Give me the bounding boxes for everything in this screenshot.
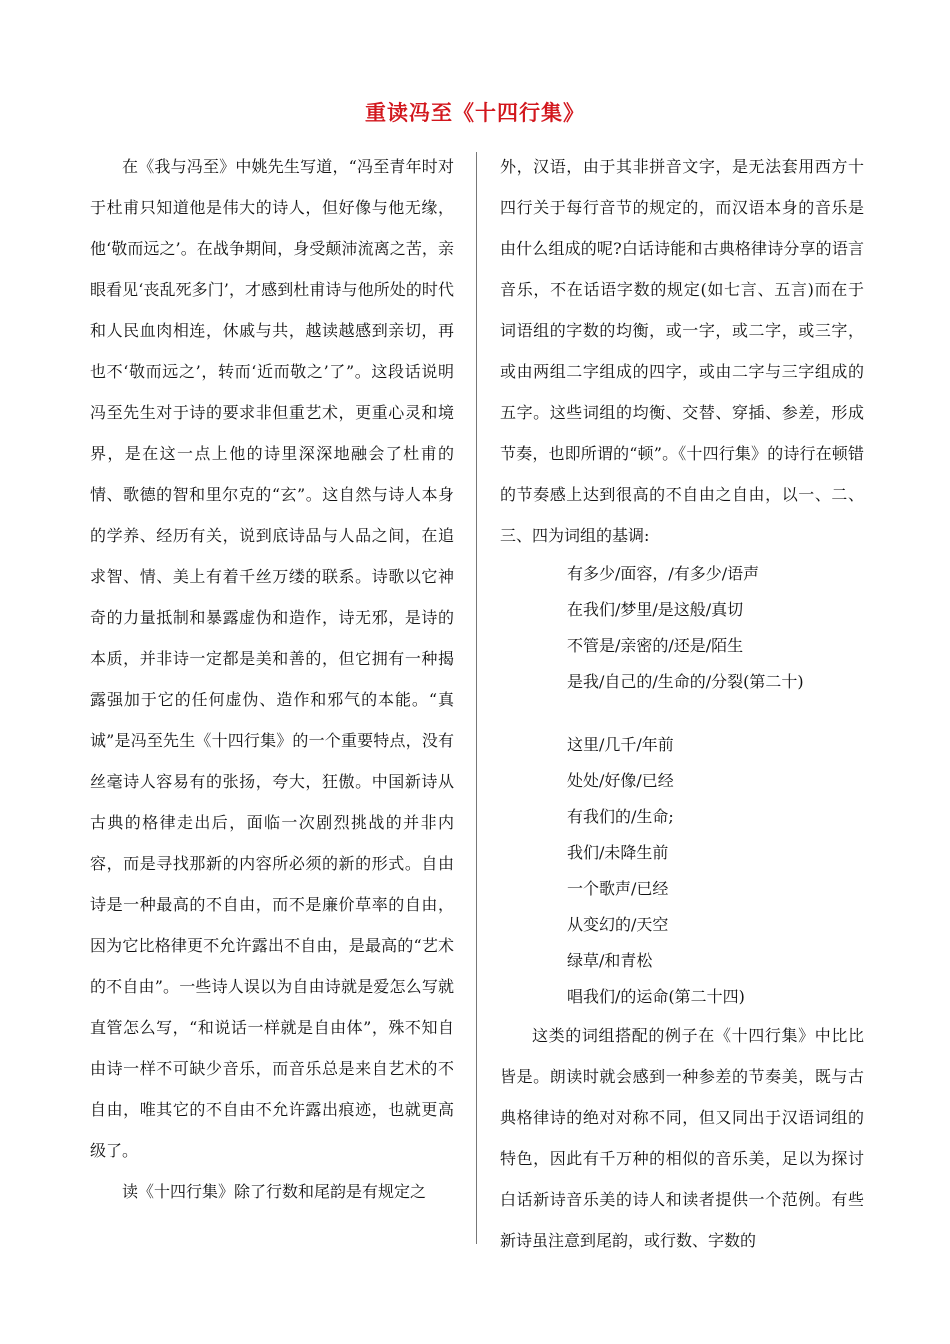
poem-line: 从变幻的/天空 [567, 915, 669, 934]
column-divider [476, 152, 477, 1244]
right-paragraph-2: 这类的词组搭配的例子在《十四行集》中比比皆是。朗读时就会感到一种参差的节奏美，既与古典格律诗的绝对对称不同，但又同出于汉语词组的特色，因此有千万种的相似的音乐美，足以为探讨白话新诗音乐美的诗人和读者提供一个范例。有些新诗虽注意到尾韵，或行数、字数的 [500, 1026, 864, 1250]
poem-line: 在我们/梦里/是这般/真切 [567, 600, 744, 619]
left-paragraph-1: 在《我与冯至》中姚先生写道，“冯至青年时对于杜甫只知道他是伟大的诗人，但好像与他无缘，他‘敬而远之’。在战争期间，身受颠沛流离之苦，亲眼看见‘丧乱死多门’，才感到杜甫诗与他所处的时代和人民血肉相连，休戚与共，越读越感到亲切，再也不‘敬而远之’，转而‘近而敬之’了”。这段话说明冯至先生对于诗的要求非但重艺术，更重心灵和境界，是在这一点上他的诗里深深地融会了杜甫的情、歌德的智和里尔克的“玄”。这自然与诗人本身的学养、经历有关，说到底诗品与人品之间，在追求智、情、美上有着千丝万缕的联系。诗歌以它神奇的力量抵制和暴露虚伪和造作，诗无邪，是诗的本质，并非诗一定都是美和善的，但它拥有一种揭露强加于它的任何虚伪、造作和邪气的本能。“真诚”是冯至先生《十四行集》的一个重要特点，没有丝毫诗人容易有的张扬，夸大，狂傲。中国新诗从古典的格律走出后，面临一次剧烈挑战的并非内容，而是寻找那新的内容所必须的新的形式。自由诗是一种最高的不自由，而不是廉价草率的自由，因为它比格律更不允许露出不自由，是最高的“艺术的不自由”。一些诗人误以为自由诗就是爱怎么写就直管怎么写，“和说话一样就是自由体”，殊不知自由诗一样不可缺少音乐，而音乐总是来自艺术的不自由，唯其它的不自由不允许露出痕迹，也就更高级了。 [90, 157, 454, 1160]
poem-line: 不管是/亲密的/还是/陌生 [567, 636, 744, 655]
page-title: 重读冯至《十四行集》 [365, 101, 585, 125]
poem-excerpt-20 [567, 556, 864, 700]
left-paragraph-2: 读《十四行集》除了行数和尾韵是有规定之 [122, 1182, 427, 1201]
right-column [500, 146, 864, 1261]
right-paragraph-1: 外，汉语，由于其非拼音文字，是无法套用西方十四行关于每行音节的规定的，而汉语本身的音乐是由什么组成的呢?白话诗能和古典格律诗分享的语言音乐，不在话语字数的规定(如七言、五言)而在于词语组的字数的均衡，或一字，或二字，或三字，或由两组二字组成的四字，或由二字与三字组成的五字。这些词组的均衡、交替、穿插、参差，形成节奏，也即所谓的“顿”。《十四行集》的诗行在顿错的节奏感上达到很高的不自由之自由，以一、二、三、四为词组的基调: [500, 157, 864, 545]
poem-line: 处处/好像/已经 [567, 771, 674, 790]
poem-excerpt-24 [567, 727, 864, 1015]
left-column [90, 146, 454, 1212]
poem-line: 绿草/和青松 [567, 951, 653, 970]
poem-line: 有我们的/生命; [567, 807, 674, 826]
stanza-gap [500, 700, 864, 727]
poem-line: 这里/几千/年前 [567, 735, 674, 754]
poem-line: 唱我们/的运命(第二十四) [567, 987, 745, 1006]
poem-line: 我们/未降生前 [567, 843, 669, 862]
poem-line: 有多少/面容，/有多少/语声 [567, 564, 760, 583]
poem-line: 一个歌声/已经 [567, 879, 669, 898]
poem-line: 是我/自己的/生命的/分裂(第二十) [567, 672, 804, 691]
